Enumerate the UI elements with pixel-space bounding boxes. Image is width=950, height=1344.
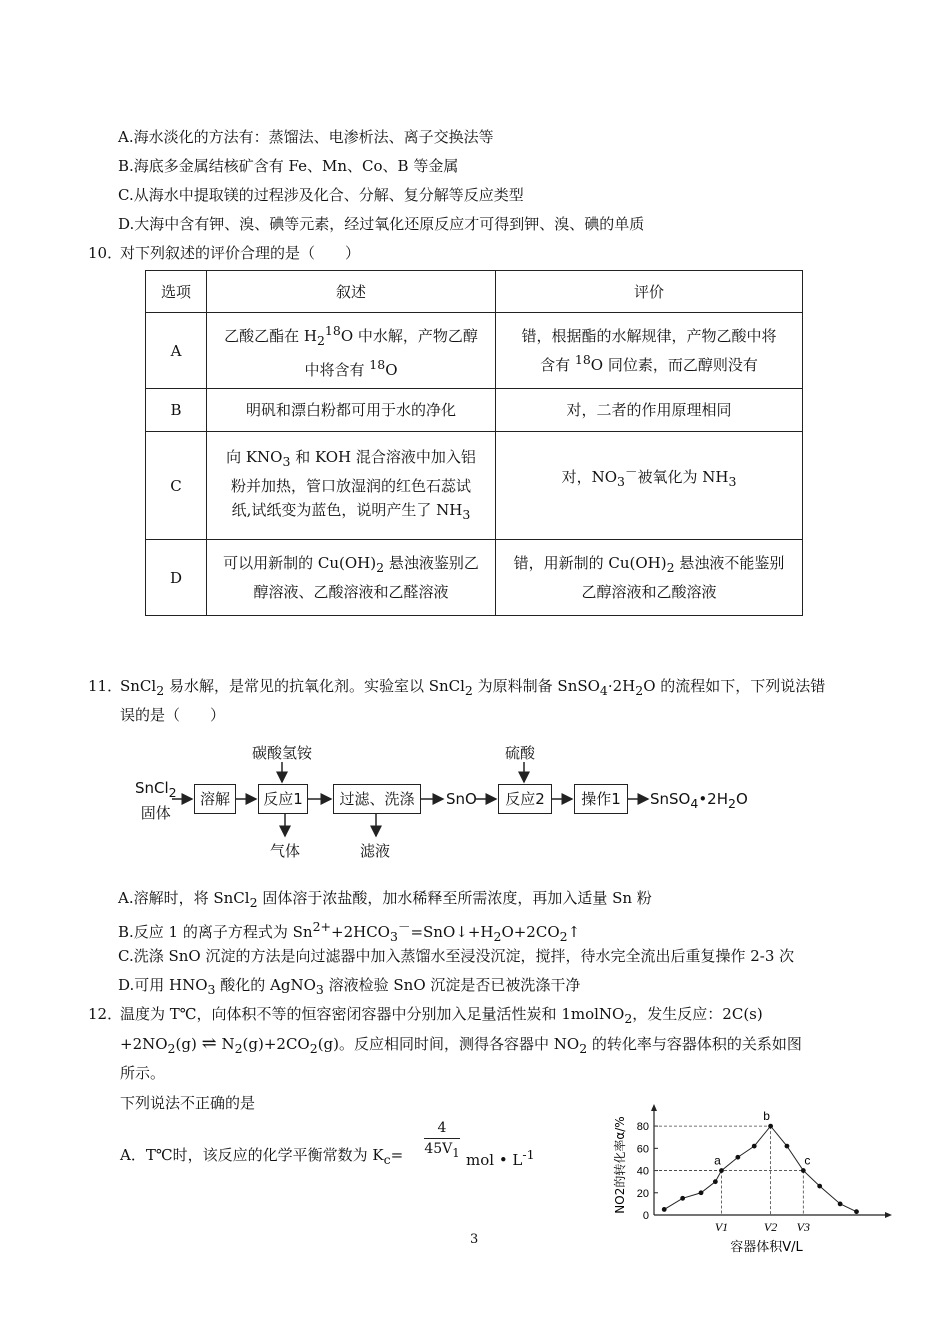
header-evaluation: 评价: [496, 271, 803, 313]
data-point: [735, 1155, 740, 1160]
q11-option-c: C.洗涤 SnO 沉淀的方法是向过滤器中加入蒸馏水至浸没沉淀，搅拌，待水完全流出后重复操作 2-3 次: [118, 947, 795, 965]
flow-input-ammonium-bicarbonate: 碳酸氢铵: [252, 744, 313, 762]
table-header-row: [146, 271, 803, 313]
table-row: [146, 389, 803, 432]
q9-option-c: C.从海水中提取镁的过程涉及化合、分解、复分解等反应类型: [118, 186, 524, 204]
fraction-numerator: 4: [424, 1118, 460, 1139]
table-row: [146, 432, 803, 540]
q10-number: 10．: [88, 244, 123, 262]
flow-output-gas: 气体: [270, 842, 301, 860]
fraction: [424, 1118, 460, 1163]
table-row: [146, 313, 803, 389]
q11-option-b: B.反应 1 的离子方程式为 $Sn^{2+}+2HCO_3^-=SnO↓+H_2O+2CO_2↑$: [118, 919, 581, 944]
q9-option-a: A.海水淡化的方法有：蒸馏法、电渗析法、离子交换法等: [118, 128, 494, 146]
point-label: c: [804, 1153, 811, 1168]
data-point: [854, 1209, 859, 1214]
flow-intermediate-sno: SnO: [446, 790, 477, 808]
q12-stem: 温度为 T℃，向体积不等的恒容密闭容器中分别加入足量活性炭和 1molNO$_2$，发生反应：2C(s): [120, 1005, 763, 1026]
q12-option-a-unit: mol • $L^{-1}$: [466, 1147, 535, 1169]
data-point: [838, 1201, 843, 1206]
q9-option-d: D.大海中含有钾、溴、碘等元素，经过氧化还原反应才可得到钾、溴、碘的单质: [118, 215, 645, 233]
header-description: 叙述: [207, 271, 496, 313]
data-point: [785, 1144, 790, 1149]
q12-stem-equation: $+2NO_2(g)$ ⇌ $N_2(g)+2CO_2(g)$。反应相同时间，测得各容器中 $NO_2$ 的转化率与容器体积的关系如图: [120, 1033, 802, 1056]
q11-stem: SnCl$_2$ 易水解，是常见的抗氧化剂。实验室以 SnCl$_2$ 为原料制备 $SnSO_4\cdot 2H_2O$ 的流程如下，下列说法错: [120, 677, 826, 698]
flow-box-operation1: 操作1: [574, 784, 628, 814]
x-tick-label: V3: [796, 1220, 810, 1234]
q12-stem-continued: 所示。: [120, 1064, 166, 1082]
header-option: 选项: [146, 271, 207, 313]
process-flow-diagram: [130, 740, 770, 870]
q11-stem-continued: 误的是（ ）: [120, 706, 226, 724]
data-point: [768, 1124, 773, 1129]
point-label: a: [714, 1153, 721, 1168]
q12-option-a: A．T℃时，该反应的化学平衡常数为 $K_c=$: [120, 1146, 404, 1167]
data-point: [680, 1196, 685, 1201]
row-evaluation: 对，$NO_3^-$被氧化为 $NH_3$: [496, 432, 803, 540]
row-option: B: [146, 389, 207, 432]
q12-question: 下列说法不正确的是: [120, 1094, 256, 1112]
flow-input-sulfuric-acid: 硫酸: [505, 744, 536, 762]
row-evaluation: 对，二者的作用原理相同: [496, 389, 803, 432]
x-axis-arrow: [885, 1212, 892, 1218]
row-description: 乙酸乙酯在 $H_2^{18}O$ 中水解，产物乙醇 中将含有 $^{18}$O: [207, 313, 496, 389]
flow-box-dissolve: 溶解: [194, 784, 236, 814]
flow-product: $SnSO_4•2H_2O$: [650, 790, 748, 811]
y-axis-arrow: [651, 1104, 657, 1111]
y-tick-label: 60: [636, 1143, 649, 1156]
q11-option-d: D.可用 $HNO_3$ 酸化的 AgNO$_3$ 溶液检验 SnO 沉淀是否已被洗涤干净: [118, 976, 581, 997]
data-line: [664, 1126, 856, 1212]
flow-box-reaction2: 反应2: [498, 784, 552, 814]
flow-box-filter-wash: 过滤、洗涤: [333, 784, 421, 814]
x-axis-label: 容器体积V/L: [730, 1240, 803, 1255]
flow-box-reaction1: 反应1: [258, 784, 308, 814]
data-point: [713, 1179, 718, 1184]
evaluation-table: [145, 270, 803, 616]
data-point: [817, 1184, 822, 1189]
point-label: b: [763, 1109, 770, 1124]
y-tick-label: 80: [636, 1121, 649, 1134]
q12-number: 12．: [88, 1005, 123, 1023]
data-point: [699, 1190, 704, 1195]
x-tick-label: V1: [714, 1220, 729, 1234]
row-description: 向 $KNO_3$ 和 KOH 混合溶液中加入铝 粉并加热，管口放湿润的红色石蕊试 纸,试纸变为蓝色，说明产生了 $NH_3$: [207, 432, 496, 540]
q11-option-a: A.溶解时，将 SnCl$_2$ 固体溶于浓盐酸，加水稀释至所需浓度，再加入适量 Sn 粉: [118, 889, 652, 910]
row-description: 明矾和漂白粉都可用于水的净化: [207, 389, 496, 432]
row-option: A: [146, 313, 207, 389]
q11-number: 11．: [88, 677, 123, 695]
row-option: D: [146, 540, 207, 616]
fraction-denominator: $45V_1$: [424, 1141, 460, 1160]
data-point: [752, 1144, 757, 1149]
flow-output-filtrate: 滤液: [360, 842, 391, 860]
y-axis-label: NO2的转化率α/%: [613, 1116, 627, 1214]
conversion-chart: [610, 1105, 890, 1255]
y-tick-label: 0: [642, 1210, 649, 1222]
y-tick-label: 40: [636, 1165, 649, 1178]
data-point: [719, 1168, 724, 1173]
flow-arrows: [130, 740, 770, 870]
row-description: 可以用新制的 $Cu(OH)_2$ 悬浊液鉴别乙 醇溶液、乙酸溶液和乙醛溶液: [207, 540, 496, 616]
chart-svg: [610, 1105, 890, 1255]
row-evaluation: 错，用新制的 $Cu(OH)_2$ 悬浊液不能鉴别 乙醇溶液和乙酸溶液: [496, 540, 803, 616]
table-row: [146, 540, 803, 616]
page-number: 3: [470, 1232, 479, 1247]
x-tick-label: V2: [763, 1220, 778, 1234]
row-evaluation: 错，根据酯的水解规律，产物乙酸中将 含有 $^{18}$O 同位素，而乙醇则没有: [496, 313, 803, 389]
row-option: C: [146, 432, 207, 540]
data-point: [801, 1168, 806, 1173]
q9-option-b: B.海底多金属结核矿含有 Fe、Mn、Co、B 等金属: [118, 157, 459, 175]
q10-stem: 对下列叙述的评价合理的是（ ）: [120, 244, 361, 262]
flow-start-material: SnCl$_2$ 固体: [135, 779, 177, 822]
y-tick-label: 20: [636, 1187, 649, 1200]
data-point: [662, 1207, 667, 1212]
